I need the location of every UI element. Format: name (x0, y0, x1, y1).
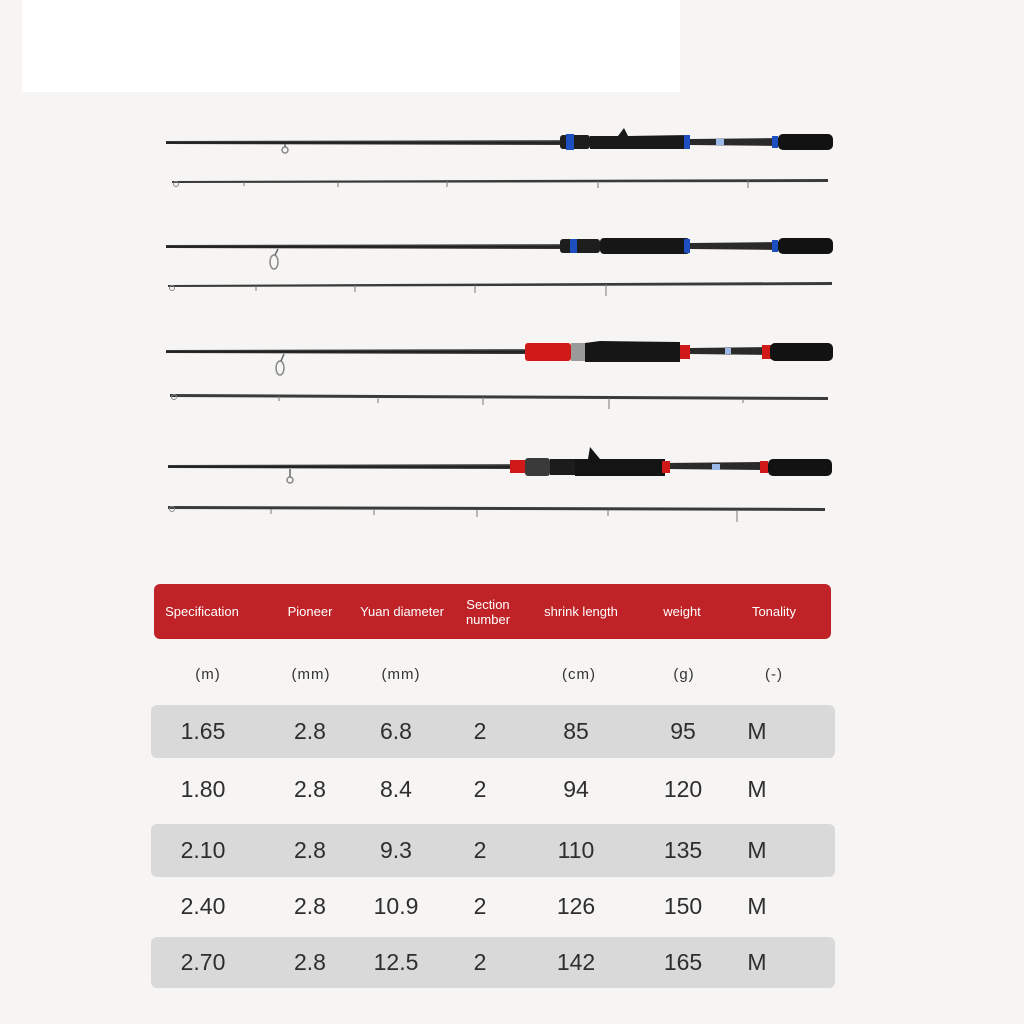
rod-3-butt-section (166, 341, 833, 375)
header-tonality: Tonality (751, 604, 797, 619)
cell-pioneer: 2.8 (294, 718, 326, 744)
rod-4-butt-section (168, 447, 832, 483)
cell-yuan-diameter: 10.9 (373, 893, 419, 919)
cell-weight: 165 (663, 949, 703, 975)
unit-weight: (g) (673, 665, 695, 683)
fishing-rods-illustration (0, 100, 1024, 530)
rod-2-butt-section (166, 238, 833, 269)
unit-pioneer: (mm) (291, 665, 331, 683)
cell-section-number: 2 (473, 893, 487, 919)
top-blank-panel (22, 0, 680, 92)
rod-2-tip-section (168, 282, 832, 296)
cell-tonality: M (747, 837, 767, 863)
cell-specification: 1.80 (180, 776, 226, 802)
cell-yuan-diameter: 9.3 (380, 837, 412, 863)
cell-yuan-diameter: 12.5 (373, 949, 419, 975)
cell-weight: 135 (663, 837, 703, 863)
unit-tonality: (-) (765, 665, 783, 683)
table-row (151, 763, 835, 816)
table-row (151, 824, 835, 877)
table-row (151, 937, 835, 988)
cell-shrink-length: 110 (557, 837, 595, 863)
rod-3-tip-section (170, 394, 828, 409)
cell-section-number: 2 (473, 949, 487, 975)
units-row (154, 660, 831, 688)
unit-section-number (454, 660, 522, 688)
header-weight: weight (663, 604, 701, 619)
cell-tonality: M (747, 718, 767, 744)
cell-shrink-length: 94 (563, 776, 589, 802)
rod-1-tip-section (172, 179, 828, 188)
header-shrink-length: shrink length (544, 604, 618, 619)
unit-yuan-diameter: (mm) (381, 665, 421, 683)
cell-weight: 120 (663, 776, 703, 802)
cell-specification: 2.40 (180, 893, 226, 919)
table-row (151, 880, 835, 933)
cell-specification: 2.70 (180, 949, 226, 975)
cell-section-number: 2 (473, 718, 487, 744)
table-row (151, 705, 835, 758)
cell-shrink-length: 126 (556, 893, 596, 919)
cell-specification: 1.65 (180, 718, 226, 744)
cell-shrink-length: 142 (556, 949, 596, 975)
cell-yuan-diameter: 8.4 (380, 776, 412, 802)
rod-1-butt-section (166, 128, 833, 153)
header-section-number: Section number (465, 596, 511, 627)
header-pioneer: Pioneer (287, 604, 333, 619)
cell-tonality: M (747, 949, 767, 975)
cell-pioneer: 2.8 (294, 837, 326, 863)
cell-tonality: M (747, 893, 767, 919)
unit-shrink-length: (cm) (562, 665, 596, 683)
cell-yuan-diameter: 6.8 (380, 718, 412, 744)
cell-shrink-length: 85 (563, 718, 589, 744)
header-specification: Specification (165, 604, 239, 619)
header-yuan-diameter: Yuan diameter (360, 604, 444, 619)
cell-weight: 95 (670, 718, 696, 744)
cell-pioneer: 2.8 (294, 776, 326, 802)
cell-tonality: M (747, 776, 767, 802)
spec-table-header (154, 584, 831, 639)
cell-section-number: 2 (473, 776, 487, 802)
rod-4-tip-section (168, 506, 825, 522)
cell-specification: 2.10 (180, 837, 226, 863)
cell-section-number: 2 (473, 837, 487, 863)
cell-pioneer: 2.8 (294, 893, 326, 919)
unit-specification: (m) (195, 665, 221, 683)
cell-pioneer: 2.8 (294, 949, 326, 975)
cell-weight: 150 (663, 893, 703, 919)
